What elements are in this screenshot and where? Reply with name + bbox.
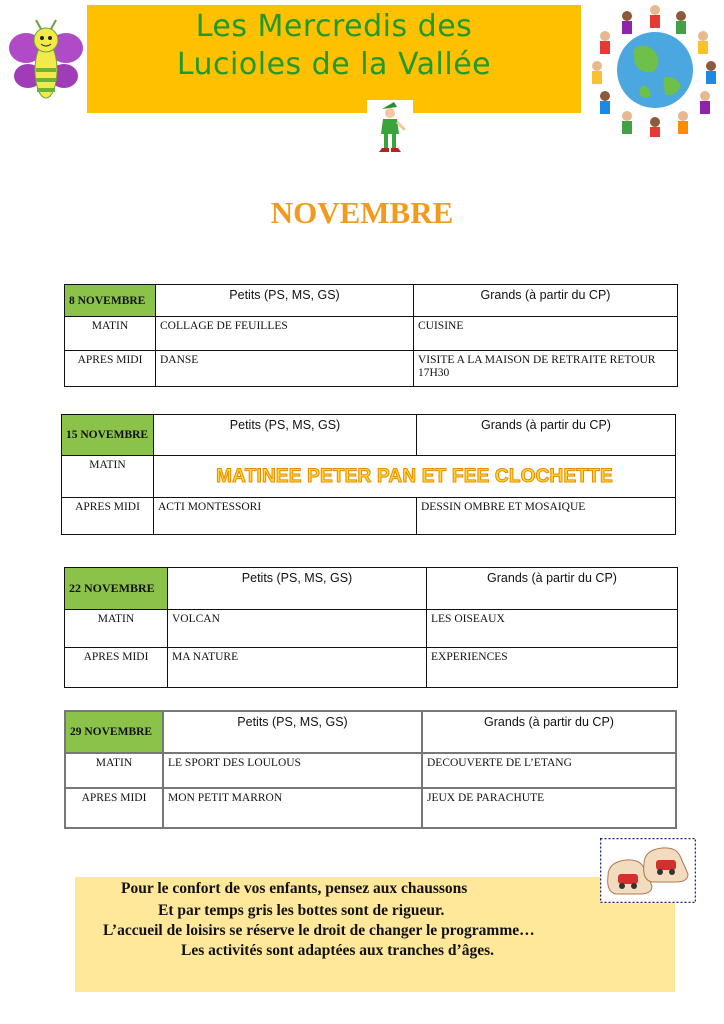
column-header-grands: Grands (à partir du CP)	[427, 568, 678, 610]
row-label-matin: MATIN	[65, 610, 168, 648]
week-table-8-novembre	[64, 284, 678, 387]
activity-cell: VOLCAN	[168, 610, 427, 648]
title-line-2: Lucioles de la Vallée	[176, 47, 492, 82]
note-line-2: Et par temps gris les bottes sont de rigueur.	[158, 902, 445, 919]
matinee-banner-text: MATINEE PETER PAN ET FEE CLOCHETTE	[216, 465, 613, 487]
row-label-matin: MATIN	[62, 456, 154, 498]
activity-cell: LES OISEAUX	[427, 610, 678, 648]
row-label-matin: MATIN	[65, 317, 156, 351]
note-line-1: Pour le confort de vos enfants, pensez aux chaussons	[121, 880, 468, 897]
activity-cell: COLLAGE DE FEUILLES	[156, 317, 414, 351]
column-header-petits: Petits (PS, MS, GS)	[163, 711, 422, 753]
day-label: 15 NOVEMBRE	[62, 415, 154, 456]
column-header-grands: Grands (à partir du CP)	[422, 711, 676, 753]
title-line-1: Les Mercredis des	[195, 9, 473, 44]
row-label-apres-midi: APRES MIDI	[65, 788, 163, 828]
butterfly-icon	[6, 18, 86, 104]
activity-cell: ACTI MONTESSORI	[154, 498, 417, 535]
column-header-petits: Petits (PS, MS, GS)	[154, 415, 417, 456]
column-header-grands: Grands (à partir du CP)	[414, 285, 678, 317]
week-table-15-novembre	[61, 414, 676, 535]
activity-cell: DESSIN OMBRE ET MOSAIQUE	[417, 498, 676, 535]
info-note	[75, 877, 675, 992]
note-line-3: L’accueil de loisirs se réserve le droit de changer le programme…	[103, 922, 535, 939]
matinee-banner-cell	[154, 456, 676, 498]
week-table-29-novembre	[64, 710, 677, 829]
day-label: 22 NOVEMBRE	[65, 568, 168, 610]
row-label-apres-midi: APRES MIDI	[65, 648, 168, 688]
note-line-4: Les activités sont adaptées aux tranches d’âges.	[181, 942, 494, 959]
month-heading: NOVEMBRE	[270, 195, 454, 230]
day-label: 29 NOVEMBRE	[65, 711, 163, 753]
children-globe-icon	[583, 0, 723, 138]
column-header-petits: Petits (PS, MS, GS)	[156, 285, 414, 317]
baby-shoes-icon	[600, 838, 696, 903]
column-header-petits: Petits (PS, MS, GS)	[168, 568, 427, 610]
peter-pan-icon	[367, 100, 413, 158]
activity-cell: VISITE A LA MAISON DE RETRAITE RETOUR 17H30	[414, 351, 678, 387]
activity-cell: JEUX DE PARACHUTE	[422, 788, 676, 828]
row-label-apres-midi: APRES MIDI	[62, 498, 154, 535]
row-label-matin: MATIN	[65, 753, 163, 788]
activity-cell: DECOUVERTE DE L’ETANG	[422, 753, 676, 788]
week-table-22-novembre	[64, 567, 678, 688]
row-label-apres-midi: APRES MIDI	[65, 351, 156, 387]
activity-cell: EXPERIENCES	[427, 648, 678, 688]
activity-cell: MA NATURE	[168, 648, 427, 688]
column-header-grands: Grands (à partir du CP)	[417, 415, 676, 456]
activity-cell: LE SPORT DES LOULOUS	[163, 753, 422, 788]
page-title	[87, 8, 581, 84]
day-label: 8 NOVEMBRE	[65, 285, 156, 317]
activity-cell: CUISINE	[414, 317, 678, 351]
activity-cell: DANSE	[156, 351, 414, 387]
activity-cell: MON PETIT MARRON	[163, 788, 422, 828]
